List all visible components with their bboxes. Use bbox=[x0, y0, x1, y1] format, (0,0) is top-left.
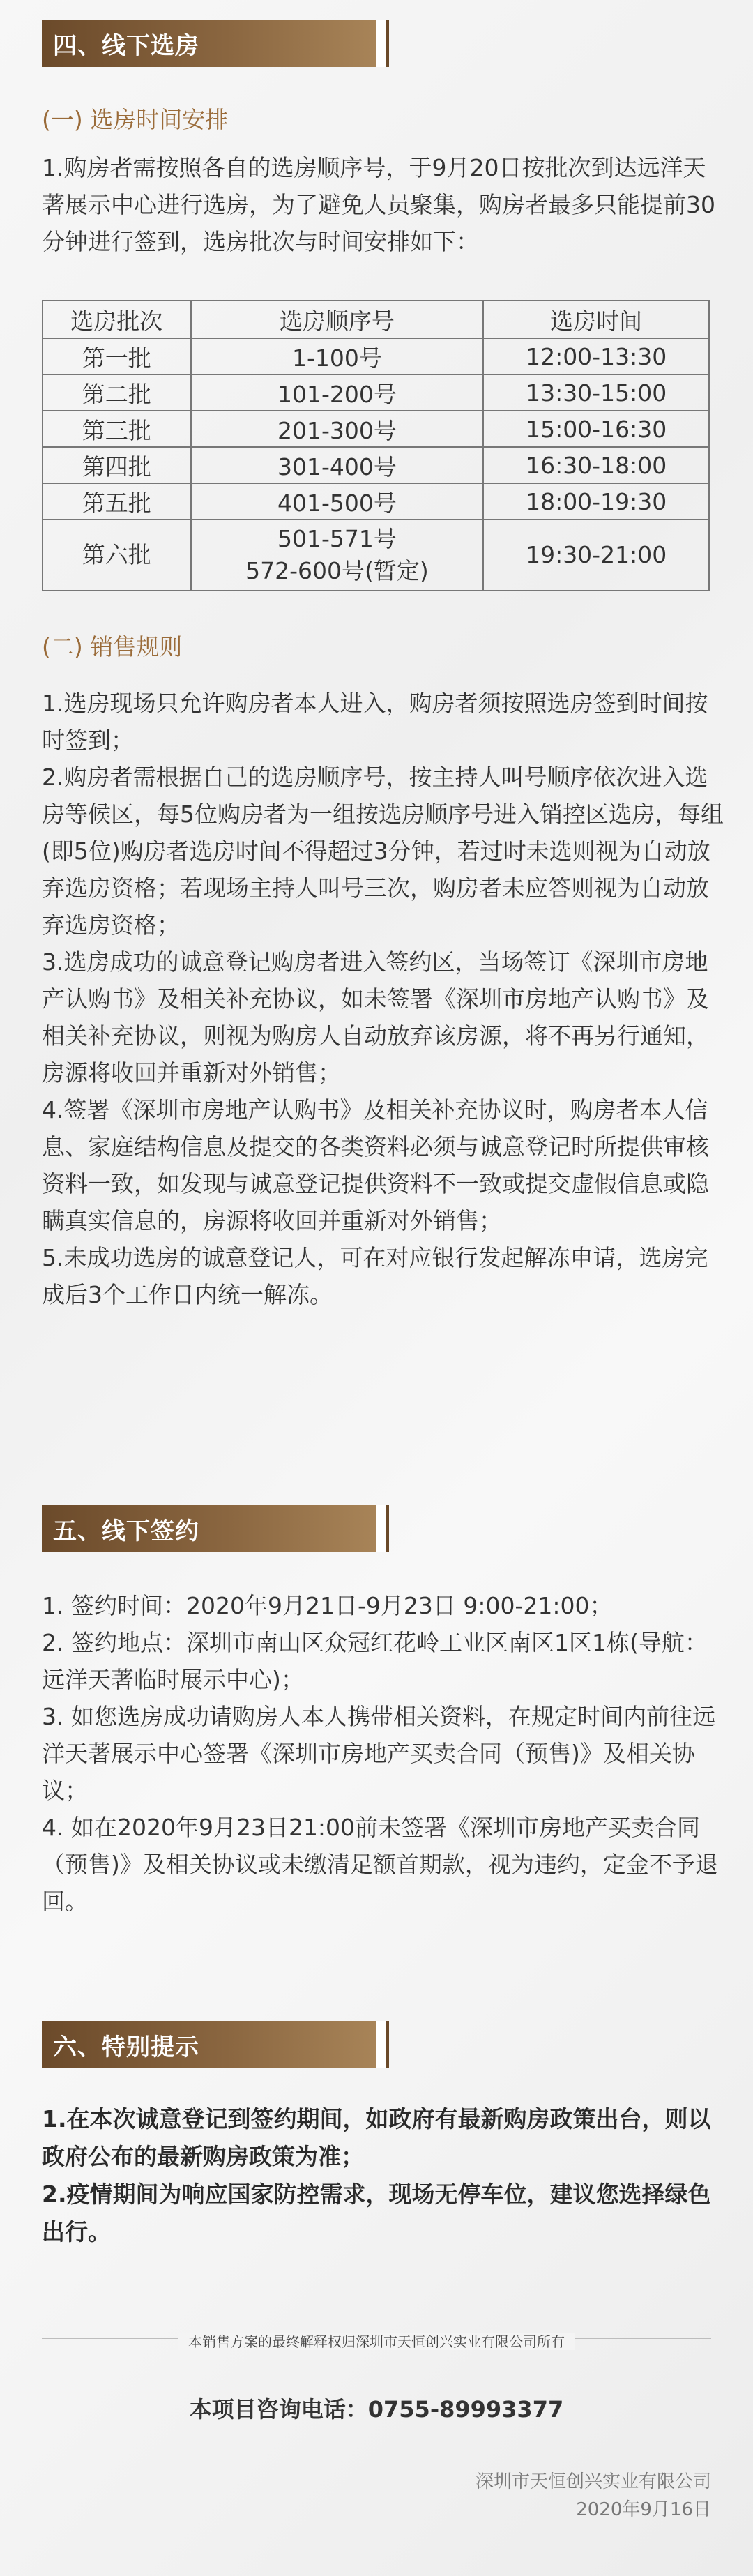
rule-item: 5.未成功选房的诚意登记人，可在对应银行发起解冻申请，选房完成后3个工作日内统一解冻。 bbox=[42, 1244, 708, 1308]
signing-item: 2. 签约地点：深圳市南山区众冠红花岭工业区南区1区1栋(导航：远洋天著临时展示中心)； bbox=[42, 1629, 708, 1693]
table-row bbox=[43, 483, 709, 520]
cell-number-line-2: 572-600号(暂定) bbox=[245, 557, 429, 584]
schedule-intro bbox=[42, 149, 725, 260]
header-edge bbox=[386, 20, 389, 67]
cell-number: 301-400号 bbox=[191, 447, 484, 483]
cell-batch: 第五批 bbox=[43, 483, 191, 520]
cell-batch: 第四批 bbox=[43, 447, 191, 483]
cell-batch: 第二批 bbox=[43, 374, 191, 411]
cell-time: 16:30-18:00 bbox=[483, 447, 709, 483]
section-4-title: 四、线下选房 bbox=[53, 31, 199, 60]
footer-disclaimer bbox=[0, 2331, 753, 2351]
table-row bbox=[43, 520, 709, 591]
cell-number: 101-200号 bbox=[191, 374, 484, 411]
subheading-schedule: (一) 选房时间安排 bbox=[42, 106, 229, 133]
company-name: 深圳市天恒创兴实业有限公司 bbox=[475, 2471, 711, 2492]
signoff-date: 2020年9月16日 bbox=[576, 2499, 711, 2520]
table-row bbox=[43, 374, 709, 411]
cell-number bbox=[191, 520, 484, 591]
cell-batch: 第六批 bbox=[43, 520, 191, 591]
schedule-intro-text: 1.购房者需按照各自的选房顺序号，于9月20日按批次到达远洋天著展示中心进行选房，为了避免人员聚集，购房者最多只能提前30分钟进行签到，选房批次与时间安排如下： bbox=[42, 154, 715, 255]
table-header-number: 选房顺序号 bbox=[191, 301, 484, 338]
table-row bbox=[43, 411, 709, 447]
cell-number: 201-300号 bbox=[191, 411, 484, 447]
cell-batch: 第一批 bbox=[43, 338, 191, 374]
special-note-item: 2.疫情期间为响应国家防控需求，现场无停车位，建议您选择绿色出行。 bbox=[42, 2181, 711, 2245]
table-header-time: 选房时间 bbox=[483, 301, 709, 338]
cell-time: 12:00-13:30 bbox=[483, 338, 709, 374]
cell-time: 18:00-19:30 bbox=[483, 483, 709, 520]
signing-item: 4. 如在2020年9月23日21:00前未签署《深圳市房地产买卖合同（预售)》及相关协议或未缴清足额首期款，视为违约，定金不予退回。 bbox=[42, 1814, 718, 1915]
header-edge bbox=[386, 2021, 389, 2068]
rule-item: 4.签署《深圳市房地产认购书》及相关补充协议时，购房者本人信息、家庭结构信息及提交的各类资料必须与诚意登记时所提供审核资料一致，如发现与诚意登记提供资料不一致或提交虚假信息或隐瞒真实信息的，房源将收回并重新对外销售； bbox=[42, 1096, 709, 1234]
cell-time: 15:00-16:30 bbox=[483, 411, 709, 447]
subheading-rules: (二) 销售规则 bbox=[42, 633, 183, 660]
section-6-title: 六、特别提示 bbox=[53, 2033, 199, 2061]
special-notes bbox=[42, 2100, 725, 2251]
section-6-header bbox=[42, 2021, 383, 2068]
special-note-item: 1.在本次诚意登记到签约期间，如政府有最新购房政策出台，则以政府公布的最新购房政策为准； bbox=[42, 2105, 711, 2170]
table-row bbox=[43, 447, 709, 483]
rule-item: 3.选房成功的诚意登记购房者进入签约区，当场签订《深圳市房地产认购书》及相关补充协议，如未签署《深圳市房地产认购书》及相关补充协议，则视为购房人自动放弃该房源，将不再另行通知，房源将收回并重新对外销售； bbox=[42, 948, 709, 1086]
schedule-table bbox=[42, 300, 710, 591]
rule-item: 2.购房者需根据自己的选房顺序号，按主持人叫号顺序依次进入选房等候区，每5位购房者为一组按选房顺序号进入销控区选房，每组(即5位)购房者选房时间不得超过3分钟，若过时未选则视为自动放弃选房资格；若现场主持人叫号三次，购房者未应答则视为自动放弃选房资格； bbox=[42, 764, 724, 939]
table-header-row bbox=[43, 301, 709, 338]
cell-number-line-1: 501-571号 bbox=[277, 525, 397, 552]
cell-batch: 第三批 bbox=[43, 411, 191, 447]
cell-number: 401-500号 bbox=[191, 483, 484, 520]
section-4-header bbox=[42, 20, 383, 67]
signing-item: 1. 签约时间：2020年9月21日-9月23日 9:00-21:00； bbox=[42, 1592, 613, 1619]
signing-item: 3. 如您选房成功请购房人本人携带相关资料，在规定时间内前往远洋天著展示中心签署《深圳市房地产买卖合同（预售)》及相关协议； bbox=[42, 1703, 715, 1804]
hotline: 本项目咨询电话：0755-89993377 bbox=[189, 2396, 564, 2423]
header-edge bbox=[386, 1505, 389, 1552]
rule-item: 1.选房现场只允许购房者本人进入，购房者须按照选房签到时间按时签到； bbox=[42, 690, 708, 754]
signing-list bbox=[42, 1587, 725, 1920]
table-header-batch: 选房批次 bbox=[43, 301, 191, 338]
cell-time: 19:30-21:00 bbox=[483, 520, 709, 591]
section-5-title: 五、线下签约 bbox=[53, 1517, 199, 1545]
table-row bbox=[43, 338, 709, 374]
rules-list bbox=[42, 685, 725, 1313]
cell-time: 13:30-15:00 bbox=[483, 374, 709, 411]
cell-number: 1-100号 bbox=[191, 338, 484, 374]
footer-disclaimer-text: 本销售方案的最终解释权归深圳市天恒创兴实业有限公司所有 bbox=[178, 2333, 575, 2350]
section-5-header bbox=[42, 1505, 383, 1552]
